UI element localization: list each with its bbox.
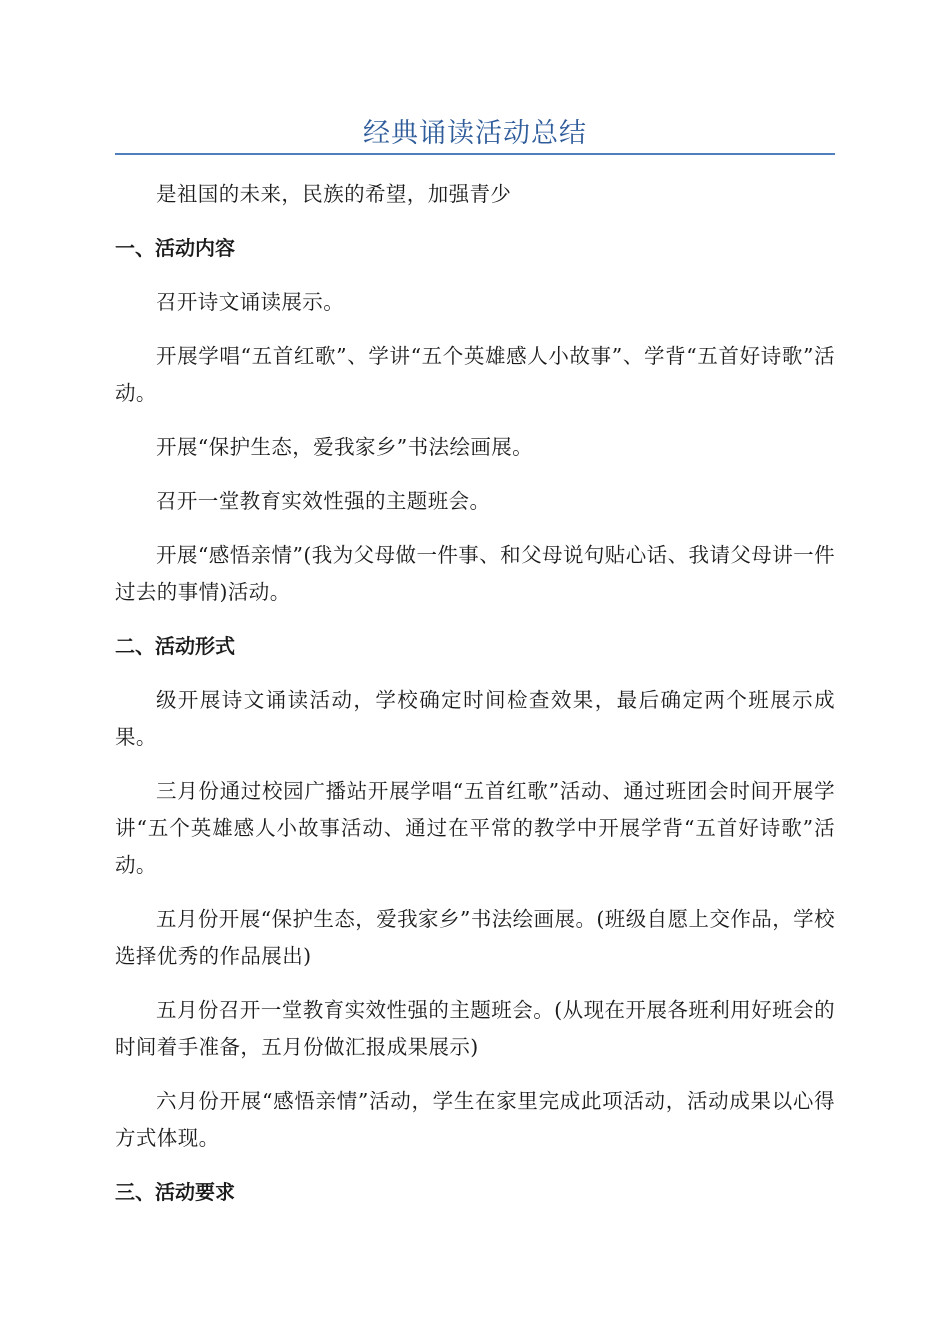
intro-paragraph: 是祖国的未来，民族的希望，加强青少 [156,182,512,206]
body-paragraph: 召开诗文诵读展示。 [156,290,345,314]
document-title: 经典诵读活动总结 [363,118,587,149]
body-paragraph: 级开展诗文诵读活动，学校确定时间检查效果，最后确定两个班展示成果。 [115,688,835,749]
title-underline [115,153,835,155]
section-heading: 三、活动要求 [115,1180,235,1204]
body-paragraph: 开展“感悟亲情”(我为父母做一件事、和父母说句贴心话、我请父母讲一件过去的事情)活动。 [115,543,835,604]
document-body [115,176,835,1211]
section-heading: 二、活动形式 [115,634,235,658]
body-paragraph: 六月份开展“感悟亲情”活动，学生在家里完成此项活动，活动成果以心得方式体现。 [115,1089,835,1150]
body-paragraph: 五月份召开一堂教育实效性强的主题班会。(从现在开展各班利用好班会的时间着手准备，五月份做汇报成果展示) [115,998,835,1059]
body-paragraph: 三月份通过校园广播站开展学唱“五首红歌”活动、通过班团会时间开展学讲“五个英雄感人小故事活动、通过在平常的教学中开展学背“五首好诗歌”活动。 [115,779,835,877]
body-paragraph: 开展学唱“五首红歌”、学讲“五个英雄感人小故事”、学背“五首好诗歌”活动。 [115,344,835,405]
section-heading: 一、活动内容 [115,236,235,260]
body-paragraph: 召开一堂教育实效性强的主题班会。 [156,489,491,513]
body-paragraph: 开展“保护生态，爱我家乡”书法绘画展。 [156,435,534,459]
body-paragraph: 五月份开展“保护生态，爱我家乡”书法绘画展。(班级自愿上交作品，学校选择优秀的作品展出) [115,907,835,968]
